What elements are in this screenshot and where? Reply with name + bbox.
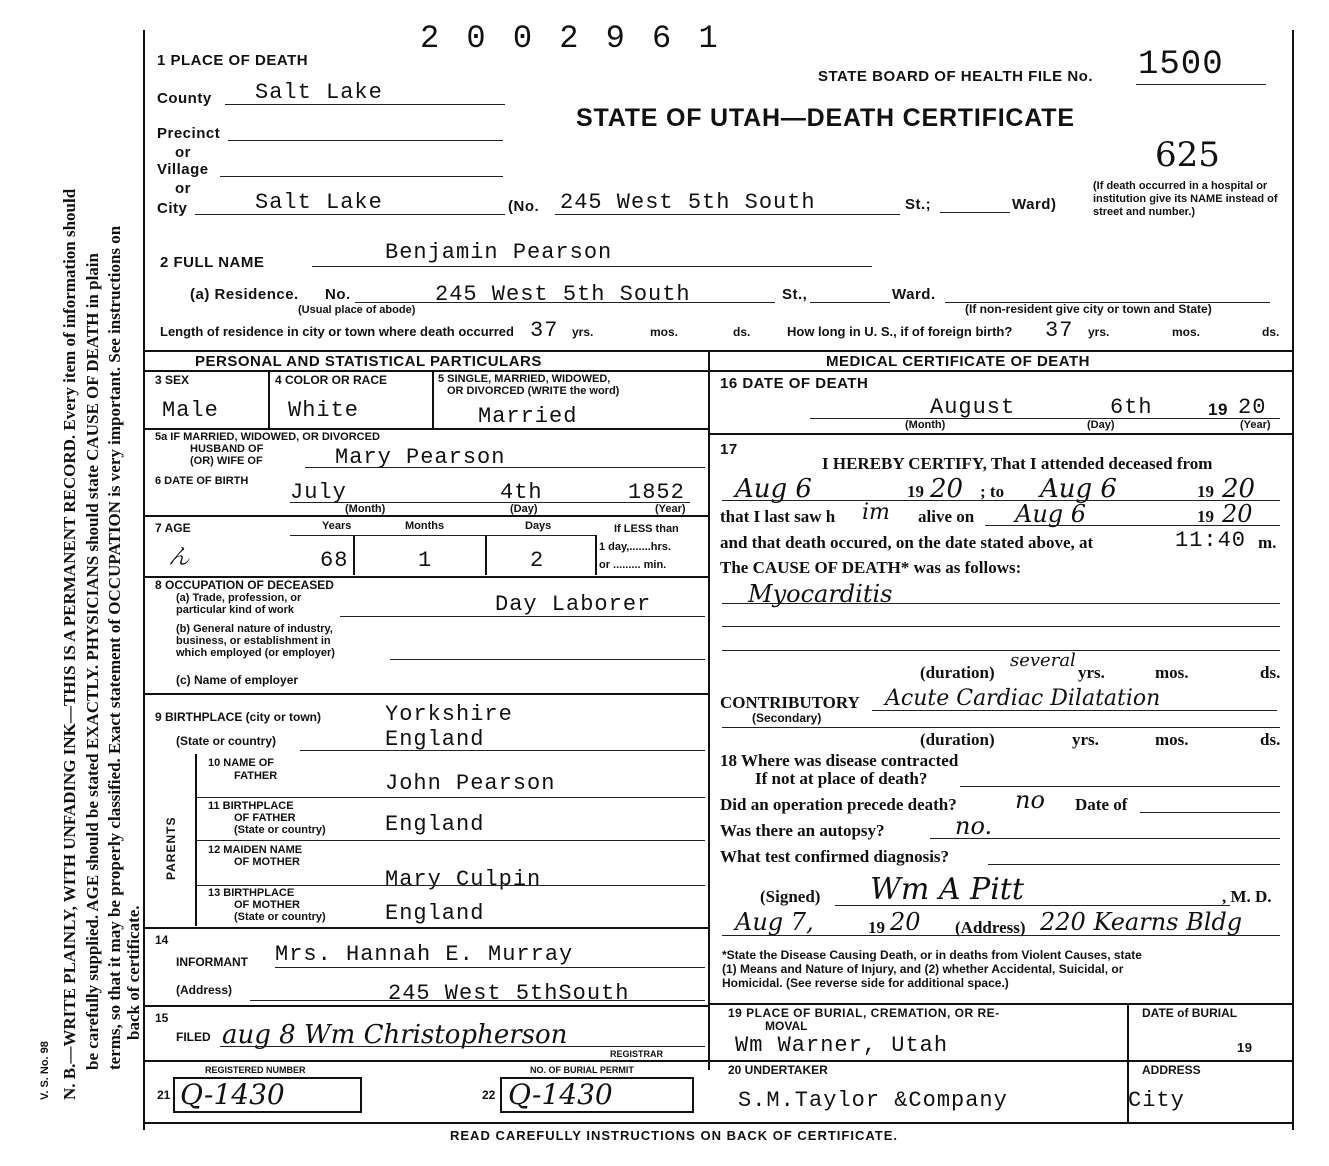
- occupation-b-2: business, or establishment in: [176, 635, 331, 647]
- spouse-label-2: HUSBAND OF: [190, 443, 264, 455]
- cause-mos-label: mos.: [1155, 663, 1189, 682]
- death-time-value: 11:40: [1175, 528, 1247, 553]
- registered-number-prefix: 21: [157, 1088, 171, 1102]
- marital-label-2: OR DIVORCED (WRITE the word): [447, 385, 620, 397]
- mother-birthplace-label-2: OF MOTHER: [234, 899, 300, 911]
- attended-to-date: Aug 6: [1040, 474, 1117, 504]
- marital-label-1: 5 SINGLE, MARRIED, WIDOWED,: [438, 373, 611, 385]
- certify-text: I HEREBY CERTIFY, That I attended deceased from: [822, 454, 1213, 473]
- last-saw-date: Aug 6: [1015, 500, 1087, 528]
- informant-address-value: 245 West 5thSouth: [388, 981, 630, 1006]
- mother-label-2: OF MOTHER: [234, 856, 300, 868]
- file-number: 1500: [1138, 46, 1224, 84]
- side-note-line3: terms, so that it may be properly classified. Exact statement of OCCUPATION is very important. See instructions on: [105, 225, 124, 1070]
- age-less-label-3: or ......... min.: [599, 559, 667, 571]
- dob-day-value: 4th: [500, 480, 543, 505]
- burial-place-label-1: 19 PLACE OF BURIAL, CREMATION, OR RE-: [728, 1006, 1000, 1020]
- occupation-a-2: particular kind of work: [176, 604, 294, 616]
- mother-label-1: 12 MAIDEN NAME: [208, 844, 303, 856]
- last-saw-label-2: alive on: [918, 507, 975, 526]
- footnote-3: Homicidal. (See reverse side for additional space.): [722, 976, 1009, 990]
- or-label-2: or: [175, 180, 191, 197]
- age-less-label-1: If LESS than: [614, 523, 679, 535]
- left-border: [143, 30, 145, 1130]
- spouse-label-3: (OR) WIFE OF: [190, 455, 263, 467]
- mother-birthplace-label-1: 13 BIRTHPLACE: [208, 887, 295, 899]
- burial-permit-label: NO. OF BURIAL PERMIT: [530, 1065, 634, 1075]
- mother-value: Mary Culpin: [385, 867, 542, 892]
- length-yrs-label: yrs.: [572, 325, 594, 339]
- registered-number-label: REGISTERED NUMBER: [205, 1065, 306, 1075]
- residence-label: (a) Residence.: [190, 286, 299, 303]
- undertaker-address-value: City: [1128, 1088, 1185, 1113]
- occupation-label: 8 OCCUPATION OF DECEASED: [155, 578, 334, 592]
- color-label: 4 COLOR OR RACE: [275, 373, 388, 387]
- birthplace-country-value: England: [385, 727, 485, 752]
- dob-label: 6 DATE OF BIRTH: [155, 475, 249, 487]
- dod-month-caption: (Month): [905, 419, 946, 431]
- personal-header: PERSONAL AND STATISTICAL PARTICULARS: [195, 353, 542, 370]
- age-months-value: 1: [418, 548, 433, 573]
- autopsy-value: no.: [955, 812, 993, 840]
- usual-abode-label: (Usual place of abode): [298, 304, 416, 316]
- last-saw-label-1: that I last saw h: [720, 507, 836, 526]
- birthplace-city-value: Yorkshire: [385, 702, 513, 727]
- right-border: [1292, 30, 1294, 1130]
- father-label-2: FATHER: [234, 770, 278, 782]
- physician-address-value: 220 Kearns Bldg: [1040, 908, 1243, 936]
- stamp-number: 2 0 0 2 9 6 1: [420, 20, 722, 57]
- ward-label: Ward): [1012, 196, 1057, 213]
- dob-month-caption: (Month): [345, 503, 386, 515]
- occupation-b-1: (b) General nature of industry,: [176, 623, 333, 635]
- birthplace-label: 9 BIRTHPLACE (city or town): [155, 710, 322, 724]
- birthplace-state-label: (State or country): [176, 734, 277, 748]
- hospital-note: (If death occurred in a hospital or institution give its NAME instead of street and number.): [1093, 180, 1278, 218]
- signed-year: 20: [890, 908, 921, 936]
- contrib-yrs-label: yrs.: [1072, 730, 1099, 749]
- dob-year-caption: (Year): [655, 503, 686, 515]
- operation-label: Did an operation precede death?: [720, 795, 957, 814]
- or-label-1: or: [175, 144, 191, 161]
- city-value: Salt Lake: [255, 190, 383, 215]
- undertaker-address-label: ADDRESS: [1142, 1063, 1201, 1077]
- father-label-1: 10 NAME OF: [208, 757, 275, 769]
- age-label: 7 AGE: [155, 521, 191, 535]
- attended-to-label: ; to: [980, 482, 1005, 501]
- color-value: White: [288, 398, 360, 423]
- sex-label: 3 SEX: [155, 373, 190, 387]
- undertaker-label: 20 UNDERTAKER: [728, 1063, 828, 1077]
- father-birthplace-label-3: (State or country): [234, 824, 326, 836]
- street-value: 245 West 5th South: [560, 190, 816, 215]
- dob-day-caption: (Day): [510, 503, 538, 515]
- disease-contracted-label-2: If not at place of death?: [755, 769, 928, 788]
- contrib-duration-label: (duration): [920, 730, 995, 749]
- city-label: City: [157, 200, 188, 217]
- age-days-value: 2: [530, 548, 545, 573]
- us-mos-label: mos.: [1172, 325, 1201, 339]
- contrib-mos-label: mos.: [1155, 730, 1189, 749]
- occupation-a-1: (a) Trade, profession, or: [176, 592, 302, 604]
- father-birthplace-label-2: OF FATHER: [234, 812, 296, 824]
- length-mos-label: mos.: [650, 325, 679, 339]
- footnote-1: *State the Disease Causing Death, or in deaths from Violent Causes, state: [722, 948, 1142, 962]
- footnote-2: (1) Means and Nature of Injury, and (2) whether Accidental, Suicidal, or: [722, 962, 1124, 976]
- date-of-label: Date of: [1075, 795, 1128, 814]
- burial-permit-prefix: 22: [482, 1088, 496, 1102]
- length-ds-label: ds.: [733, 325, 751, 339]
- signed-century: 19: [868, 918, 885, 937]
- medical-header: MEDICAL CERTIFICATE OF DEATH: [826, 353, 1090, 370]
- autopsy-label: Was there an autopsy?: [720, 821, 885, 840]
- dob-month-value: July: [290, 480, 347, 505]
- filed-handwriting: aug 8 Wm Christopherson: [222, 1020, 568, 1050]
- occupation-value: Day Laborer: [495, 592, 652, 617]
- marital-value: Married: [478, 404, 578, 429]
- operation-value: no: [1015, 786, 1045, 814]
- county-value: Salt Lake: [255, 80, 383, 105]
- dod-century: 19: [1208, 400, 1228, 419]
- last-saw-year: 20: [1222, 500, 1253, 528]
- age-mark: ん: [168, 545, 191, 570]
- test-label: What test confirmed diagnosis?: [720, 847, 950, 866]
- burial-date-label: DATE of BURIAL: [1142, 1006, 1238, 1020]
- informant-number: 14: [155, 933, 169, 947]
- burial-permit-value: Q-1430: [508, 1078, 613, 1111]
- death-time-label: and that death occured, on the date stated above, at: [720, 533, 1094, 552]
- secondary-label: (Secondary): [752, 711, 822, 725]
- burial-place-value: Wm Warner, Utah: [735, 1033, 949, 1058]
- dob-year-value: 1852: [628, 480, 685, 505]
- precinct-label: Precinct: [157, 125, 221, 142]
- attended-to-year: 20: [1222, 474, 1256, 504]
- md-label: , M. D.: [1222, 887, 1272, 906]
- attended-from-date: Aug 6: [735, 474, 812, 504]
- cause-duration-hw: several: [1010, 650, 1076, 671]
- residence-ward-label: Ward.: [892, 286, 936, 303]
- spouse-label-1: 5a IF MARRIED, WIDOWED, OR DIVORCED: [155, 431, 380, 443]
- mother-birthplace-label-3: (State or country): [234, 911, 326, 923]
- physician-signature: Wm A Pitt: [870, 872, 1024, 907]
- cause-ds-label: ds.: [1260, 663, 1281, 682]
- section-17: 17: [720, 441, 738, 458]
- us-ds-label: ds.: [1262, 325, 1280, 339]
- father-birthplace-label-1: 11 BIRTHPLACE: [208, 800, 294, 812]
- street-no-label: (No.: [508, 198, 540, 215]
- side-note-line1: N. B.—WRITE PLAINLY, WITH UNFADING INK—THIS IS A PERMANENT RECORD. Every item of information should: [60, 188, 79, 1100]
- us-years-value: 37: [1045, 318, 1074, 343]
- certificate-title: STATE OF UTAH—DEATH CERTIFICATE: [576, 104, 1075, 132]
- age-months-label: Months: [405, 520, 445, 532]
- filed-label: FILED: [176, 1030, 211, 1044]
- us-length-label: How long in U. S., if of foreign birth?: [787, 324, 1013, 339]
- parents-label: PARENTS: [164, 816, 178, 880]
- place-of-death-label: 1 PLACE OF DEATH: [157, 52, 309, 69]
- age-less-label-2: 1 day,.......hrs.: [599, 541, 671, 553]
- age-days-label: Days: [525, 520, 552, 532]
- burial-date-century: 19: [1237, 1040, 1253, 1055]
- registered-number-value: Q-1430: [180, 1078, 285, 1111]
- village-label: Village: [157, 161, 209, 178]
- side-note-line4: back of certificate.: [124, 905, 143, 1040]
- informant-address-label: (Address): [176, 983, 233, 997]
- full-name-value: Benjamin Pearson: [385, 240, 613, 265]
- age-years-value: 68: [320, 548, 349, 573]
- dod-day-value: 6th: [1110, 395, 1153, 420]
- informant-value: Mrs. Hannah E. Murray: [275, 942, 574, 967]
- informant-label: INFORMANT: [176, 955, 248, 969]
- dod-month-value: August: [930, 395, 1016, 420]
- attended-from-century: 19: [907, 482, 924, 501]
- file-no-label: STATE BOARD OF HEALTH FILE No.: [818, 68, 1093, 85]
- side-note-line2: be carefully supplied. AGE should be stated EXACTLY. PHYSICIANS should state CAUSE OF DEATH in plain: [83, 253, 102, 1070]
- cause-duration-label: (duration): [920, 663, 995, 682]
- burial-place-label-2: MOVAL: [765, 1019, 808, 1033]
- nonresident-note: (If non-resident give city or town and State): [965, 302, 1212, 316]
- county-label: County: [157, 90, 212, 107]
- signed-date: Aug 7,: [735, 908, 814, 936]
- death-time-suffix: m.: [1258, 533, 1277, 552]
- physician-address-label: (Address): [955, 918, 1026, 937]
- registrar-label: REGISTRAR: [610, 1049, 664, 1059]
- contributory-label: CONTRIBUTORY: [720, 693, 860, 712]
- dod-day-caption: (Day): [1087, 419, 1115, 431]
- signed-label: (Signed): [760, 887, 821, 906]
- cause-label: The CAUSE OF DEATH* was as follows:: [720, 558, 1022, 577]
- footer-instructions: READ CAREFULLY INSTRUCTIONS ON BACK OF CERTIFICATE.: [450, 1128, 898, 1143]
- us-yrs-label: yrs.: [1088, 325, 1110, 339]
- handwritten-number: 625: [1155, 135, 1220, 175]
- last-saw-century: 19: [1197, 507, 1214, 526]
- age-years-label: Years: [322, 520, 352, 532]
- mother-birthplace-value: England: [385, 901, 485, 926]
- disease-contracted-label-1: 18 Where was disease contracted: [720, 751, 959, 770]
- last-saw-hw: im: [862, 500, 890, 525]
- cause-value: Myocarditis: [748, 580, 893, 608]
- residence-value: 245 West 5th South: [435, 282, 691, 307]
- cause-yrs-label: yrs.: [1078, 663, 1105, 682]
- sex-value: Male: [162, 398, 219, 423]
- full-name-label: 2 FULL NAME: [160, 254, 265, 271]
- dod-year-caption: (Year): [1240, 419, 1271, 431]
- contrib-ds-label: ds.: [1260, 730, 1281, 749]
- attended-to-century: 19: [1197, 482, 1214, 501]
- father-value: John Pearson: [385, 771, 556, 796]
- dod-year-value: 20: [1238, 395, 1267, 420]
- father-birthplace-value: England: [385, 812, 485, 837]
- attended-from-year: 20: [930, 474, 964, 504]
- date-of-death-label: 16 DATE OF DEATH: [720, 375, 869, 392]
- spouse-value: Mary Pearson: [335, 445, 506, 470]
- contributory-value: Acute Cardiac Dilatation: [885, 686, 1161, 711]
- occupation-b-3: which employed (or employer): [176, 647, 335, 659]
- filed-number: 15: [155, 1011, 169, 1025]
- form-number: V. S. No. 98: [39, 1041, 51, 1100]
- length-years-value: 37: [530, 318, 559, 343]
- residence-no-label: No.: [325, 286, 351, 303]
- length-residence-label: Length of residence in city or town where death occurred: [160, 324, 514, 339]
- occupation-c: (c) Name of employer: [176, 673, 299, 687]
- undertaker-value: S.M.Taylor &Company: [738, 1088, 1008, 1113]
- st-label: St.;: [905, 196, 932, 213]
- residence-st-label: St.,: [782, 286, 808, 303]
